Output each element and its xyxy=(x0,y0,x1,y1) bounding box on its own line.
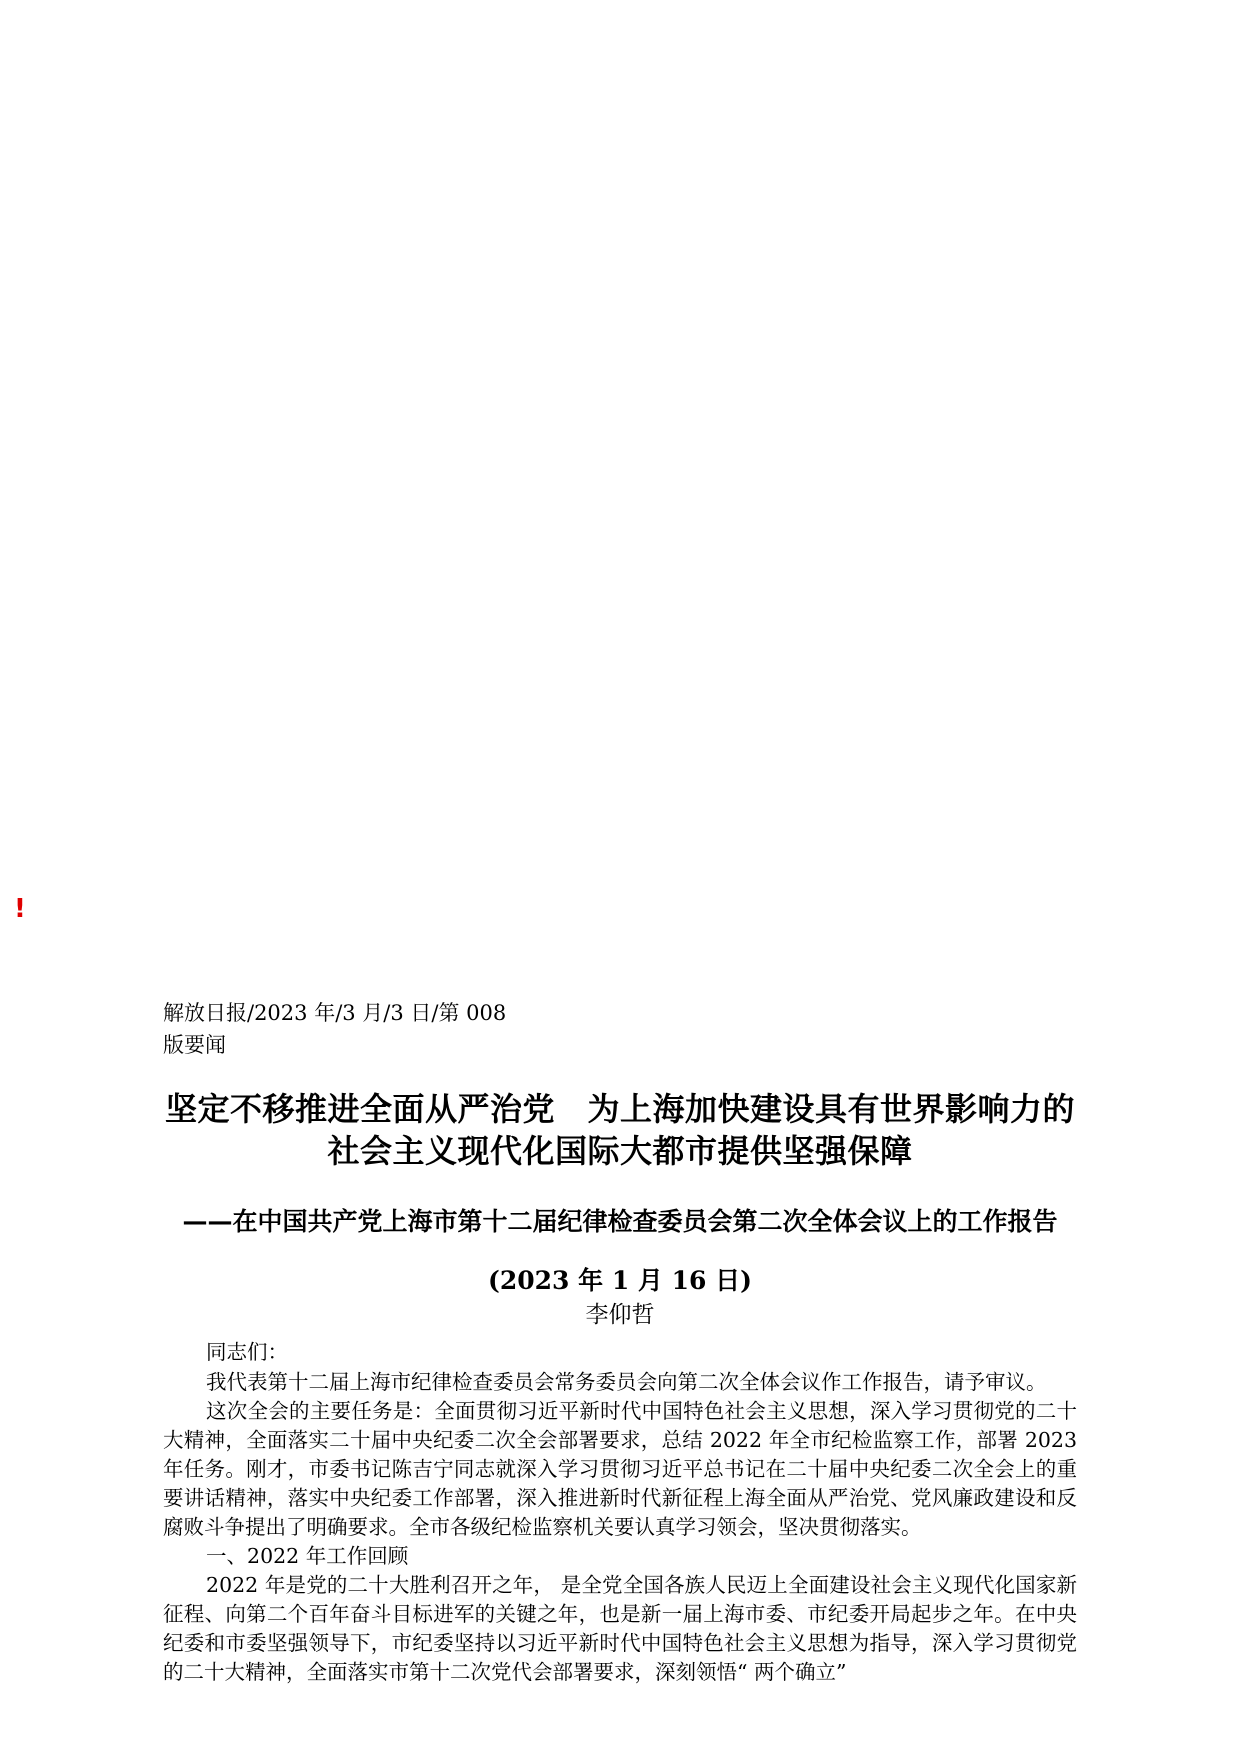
body-paragraph-2: 这次全会的主要任务是：全面贯彻习近平新时代中国特色社会主义思想，深入学习贯彻党的二十大精神，全面落实二十届中央纪委二次全会部署要求，总结 2022 年全市纪检监察工作，部署 2023 年任务。刚才，市委书记陈吉宁同志就深入学习贯彻习近平总书记在二十届中央纪委二次全会上的重要讲话精神，落实中央纪委工作部署，深入推进新时代新征程上海全面从严治党、党风廉政建设和反腐败斗争提出了明确要求。全市各级纪检监察机关要认真学习领会，坚决贯彻落实。 xyxy=(163,1399,1077,1539)
body-paragraph-1: 我代表第十二届上海市纪律检查委员会常务委员会向第二次全体会议作工作报告，请予审议。 xyxy=(206,1370,1047,1394)
article-subtitle: ——在中国共产党上海市第十二届纪律检查委员会第二次全体会议上的工作报告 xyxy=(182,1207,1058,1236)
source-line-2: 版要闻 xyxy=(163,1033,226,1057)
section-heading-1: 一、2022 年工作回顾 xyxy=(206,1544,409,1568)
source-line-1: 解放日报/2023 年/3 月/3 日/第 008 xyxy=(163,1001,507,1025)
greeting-paragraph: 同志们： xyxy=(206,1340,289,1364)
report-date: (2023 年 1 月 16 日) xyxy=(488,1266,752,1295)
source-citation xyxy=(163,997,523,1061)
article-body xyxy=(163,1338,1077,1687)
author-name: 李仰哲 xyxy=(585,1302,655,1328)
warning-marker: ! xyxy=(14,894,26,924)
article-title: 坚定不移推进全面从严治党 为上海加快建设具有世界影响力的社会主义现代化国际大都市提供坚强保障 xyxy=(164,1090,1075,1170)
body-paragraph-3: 2022 年是党的二十大胜利召开之年， 是全党全国各族人民迈上全面建设社会主义现代化国家新征程、向第二个百年奋斗目标进军的关键之年，也是新一届上海市委、市纪委开局起步之年。在中央纪委和市委坚强领导下，市纪委坚持以习近平新时代中国特色社会主义思想为指导，深入学习贯彻党的二十大精神，全面落实市第十二次党代会部署要求，深刻领悟“ 两个确立” xyxy=(163,1573,1077,1684)
